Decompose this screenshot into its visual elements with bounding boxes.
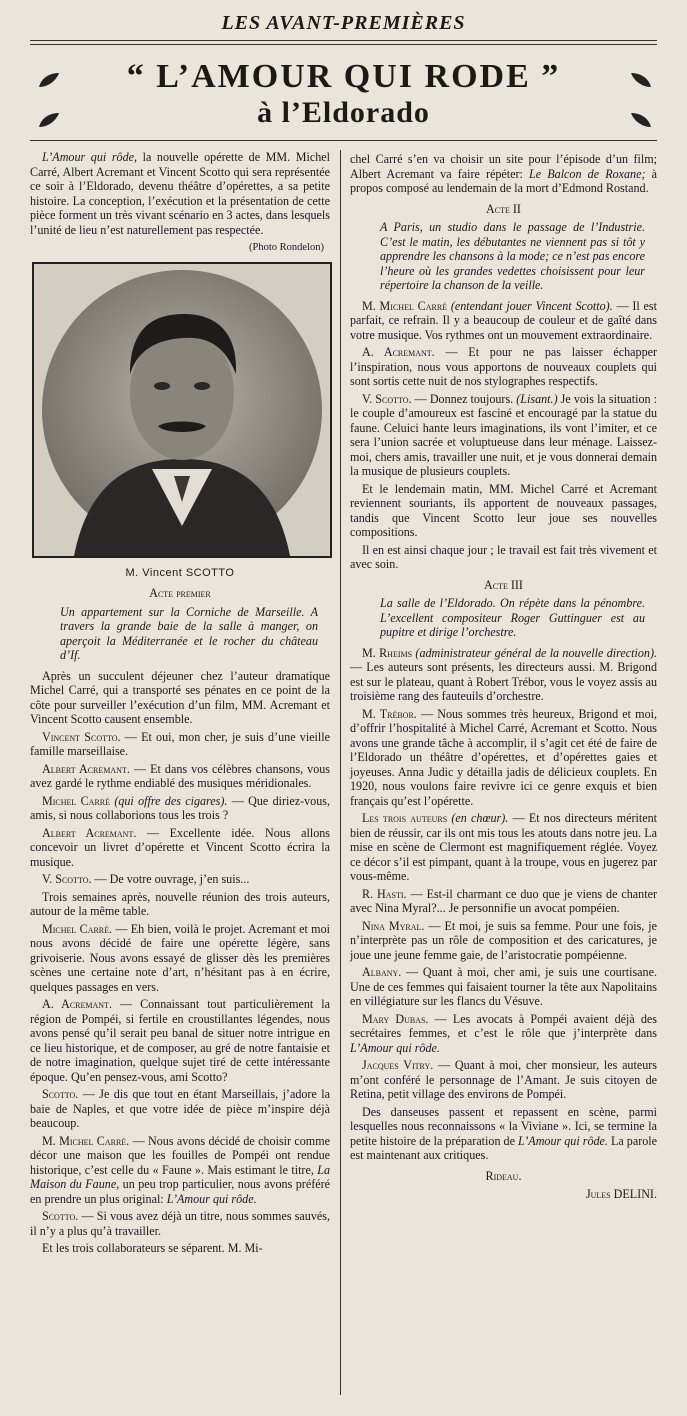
speech: — Quant à moi, cher ami, je suis une courtisane. Une de ces femmes qui faisaient tourner la tête aux Napolitains en villégiature sur les flancs du Vésuve. [350, 965, 657, 1008]
speech: — Et moi, je suis sa femme. Pour une fois, je n’interprète pas un rôle de composition et des caricatures, je joue une jeune femme gaie, de l’aristocratie pompéienne. [350, 918, 658, 962]
act3-line-8 [350, 811, 657, 884]
act3-heading: Acte III [484, 577, 523, 592]
act1-line-10 [30, 1209, 330, 1238]
speech: — Donnez toujours. [411, 391, 517, 406]
speaker-name: Vincent Scotto. [42, 729, 121, 744]
speech: — Quant à moi, cher monsieur, les auteurs m’ont conféré le personnage de l’Amant. Je suis citoyen de Retina, petit village des environs de Pompéi. [350, 1058, 657, 1101]
rule-top-2 [30, 44, 657, 45]
act1-paragraph-1: Après un succulent déjeuner chez l’auteur dramatique Michel Carré, qui a transporté ses pénates en ce point de la côte pour surveiller l’exécution d’un film, MM. Acremant et Vincent Scotto causent ensemble. [30, 668, 330, 726]
act2-heading: Acte II [486, 201, 521, 216]
speech: — Nous avons décidé de choisir comme décor une maison que les fouilles de Pompéi ont rendue historique, c’est celle du « Faune ». Mais estimant le titre, [30, 1133, 330, 1177]
act2-line-2 [350, 345, 657, 389]
speaker-name: Mary Dubas. [362, 1011, 429, 1026]
speaker-name: M. Rheims [362, 645, 413, 660]
rule-under-title [30, 140, 657, 141]
intro-title-italic: L’Amour qui rôde, [42, 150, 138, 164]
section-rubric: LES AVANT-PREMIÈRES [221, 12, 466, 34]
direction: (Lisant.) [516, 391, 558, 406]
speaker-name: M. Michel Carré [362, 298, 448, 313]
speech: — Il est parfait, ce refrain. Il y a beaucoup de couleur et de gaîté dans votre musique. Vos rythmes ont un mouvement extraordinaire. [350, 298, 657, 342]
act1-line-5 [30, 872, 330, 887]
speaker-name: V. Scotto. [42, 872, 92, 886]
speaker-name: Jacques Vitry. [362, 1058, 434, 1072]
speech: — Excellente idée. Nous allons concevoir un livret d’opérette et Vincent Scotto écrira la musique. [30, 825, 330, 869]
text: chel Carré s’en va choisir un site pour l’épisode d’un film; Albert Acremant va faire répéter: [350, 152, 657, 181]
speaker-name: A. Acremant. [362, 345, 435, 359]
act2-paragraph-4: Et le lendemain matin, MM. Michel Carré et Acremant reviennent souriants, ils apportent de nouveaux passages, tandis que Vincent Scotto leur joue ses nouvelles compositions. [350, 481, 657, 539]
speech-italic: La Maison du Faune, [30, 1162, 330, 1191]
act3-line-13 [350, 1058, 657, 1102]
act3-line-7 [350, 707, 657, 809]
closing-paragraph [350, 1105, 657, 1163]
intro-text: la nouvelle opérette de MM. Michel Carré, Albert Acremant et Vincent Scotto qui sera représentée ce soir à l’Eldorado, devenu théâtre d’opérettes, a sa petite histoire. La conception, l’exécution et la présentation de cette pièce forment un très vivant scénario en 3 actes, dans lesquels l’unité de lieu n’est naturellement pas respectée. [30, 150, 330, 237]
speaker-name: Les trois auteurs [362, 811, 448, 825]
headline: “ L’AMOUR QUI RODE ” [126, 58, 561, 95]
speaker-name: Nina Myral. [362, 918, 425, 933]
act3-line-11 [350, 965, 657, 1009]
photo-caption: M. Vincent SCOTTO [125, 566, 235, 579]
photo-credit: (Photo Rondelon) [249, 242, 324, 253]
speaker-name: Scotto. [42, 1087, 79, 1101]
speech: — Les auteurs sont présents, les directeurs aussi. M. Brigond est sur le plateau, quant à Robert Trébor, vous le voyez assis au troisième rang des fauteuils d’orchestre. [350, 660, 657, 703]
speech: un peu trop particulier, nous avons préféré en prendre un plus original: [30, 1177, 330, 1206]
act3-line-6 [350, 646, 657, 704]
speech: — Est-il charmant ce duo que je viens de chanter avec Nina Myral?... Je personnifie un avocat pompéien. [350, 886, 657, 915]
act1-line-4 [30, 826, 330, 870]
act1-line-8 [30, 1087, 330, 1131]
text: à propos composé au lendemain de la mort d’Edmond Rostand. [350, 166, 657, 195]
act3-stage-direction: La salle de l’Eldorado. On répète dans la pénombre. L’excellent compositeur Roger Guttinguer est au pupitre et dirige l’orchestre. [380, 596, 645, 639]
act2-paragraph-5: Il en est ainsi chaque jour ; le travail est fait très vivement et avec soin. [350, 542, 657, 571]
direction: (administrateur général de la nouvelle direction). [412, 645, 657, 660]
speech: — Et dans vos célèbres chansons, vous avez gardé le rythme endiablé des musiques méridionales. [30, 761, 331, 790]
rule-top [30, 40, 657, 41]
curtain-label: Rideau. [485, 1168, 522, 1183]
column-right [350, 152, 657, 1205]
direction: (qui offre des cigares). [110, 793, 228, 808]
speech: — Nous sommes très heureux, Brigond et moi, d’offrir l’hospitalité à Michel Carré, Acremant et Scotto. Nous avons une grande tâche à accomplir, il s’agit cet été de faire de l’Eldorado un théâtre d’opérettes, et d’opérettes gaies et joyeuses. Anna Judic y détailla jadis de délicieux couplets. En 1920, nous voulons faire revivre ici ce genre exquis et bien français qu’est l’opérette. [350, 706, 657, 808]
speech: — Si vous avez déjà un titre, nous sommes sauvés, il n’y a plus qu’à travailler. [30, 1209, 330, 1238]
act1-heading: Acte premier [149, 586, 211, 600]
speaker-name: M. Trébor. [362, 706, 417, 721]
portrait-photo [32, 262, 332, 558]
speech: Je vois la situation : le couple d’amoureux est fasciné et encouragé par la statue du faune. Celuici hante leurs imaginations, ils vont l’imiter, et ce sera l’union sacrée et voluptueuse dans leur ménage. Laissez-moi, chers amis, travailler une nuit, et je vous donnerai demain la musique de plusieurs couplets. [350, 391, 657, 478]
act1-line-3 [30, 794, 330, 823]
speaker-name: Albert Acremant. [42, 761, 130, 776]
speaker-name: M. Michel Carré. [42, 1133, 130, 1148]
text: Des danseuses passent et repassent en scène, parmi lesquelles nous reconnaissons « la Viviane ». Ici, se termine la petite histoire de la préparation de [350, 1104, 657, 1148]
act1-paragraph-2: Trois semaines après, nouvelle réunion des trois auteurs, autour de la même table. [30, 889, 330, 918]
speech: — Et oui, mon cher, je suis d’une vieille famille marseillaise. [30, 729, 331, 758]
subheadline: à l’Eldorado [257, 96, 430, 129]
direction: (entendant jouer Vincent Scotto). [447, 298, 613, 313]
speech-italic: L’Amour qui rôde. [166, 1191, 257, 1206]
speaker-name: Albany. [362, 965, 402, 979]
speech: — Connaissant tout particulièrement la région de Pompéi, si fertile en croustillantes légendes, nous avons pensé qu’il serait peu banal de situer notre intrigue en ce lieu historique, et de composer, au gré de notre fantaisie et de notre imagination, quelque sujet tiré de cette intéressante époque. Qu’en pensez-vous, ami Scotto? [30, 997, 330, 1084]
speaker-name: A. Acremant. [42, 997, 112, 1011]
act3-line-9 [350, 887, 657, 916]
speech: — De votre ouvrage, j’en suis... [91, 872, 250, 886]
speaker-name: Michel Carré [42, 793, 111, 808]
speech-italic: L’Amour qui rôde. [350, 1040, 440, 1055]
right-paragraph-0 [350, 152, 657, 196]
text-italic: L’Amour qui rôde. [518, 1133, 608, 1148]
speaker-name: Michel Carré. [42, 921, 113, 936]
act2-stage-direction: A Paris, un studio dans le passage de l’Industrie. C’est le matin, les débutantes ne viennent pas si tôt y apprendre les chansons à la mode; ce n’est pas encore l’heure où les grandes vedettes choisissent pour leur répertoire la chanson de la veille. [380, 220, 645, 292]
text: La parole est maintenant aux critiques. [350, 1133, 657, 1162]
direction: (en chœur). [447, 811, 509, 825]
speech: — Et pour ne pas laisser échapper l’inspiration, nous vous apportons de nouveaux couplets qui sont sortis cette nuit de nos stylographes respectifs. [350, 345, 658, 388]
portrait-image [34, 264, 330, 556]
author-signature: Jules DELINI. [585, 1187, 657, 1201]
speech: — Que diriez-vous, amis, si nous collaborions tous les trois ? [30, 793, 330, 822]
speaker-name: V. Scotto. [362, 391, 412, 406]
speech: — Eh bien, voilà le projet. Acremant et moi nous avons décidé de faire une opérette légère, sans grivoiserie. Nous avons essayé de glisser dès les premières scènes une certaine note d’art, n’hésitant pas à en écrire, quelques passages en vers. [30, 921, 330, 994]
text-italic: Le Balcon de Roxane; [529, 166, 646, 181]
speaker-name: R. Hasti. [362, 886, 407, 901]
act3-line-10 [350, 919, 657, 963]
act2-line-3 [350, 392, 657, 479]
speech: — Je dis que tout en étant Marseillais, j’adore la baie de Naples, et que votre idée de pièce m’inspire déjà beaucoup. [30, 1087, 330, 1130]
speaker-name: Albert Acremant. [42, 825, 137, 840]
act1-line-6 [30, 922, 330, 995]
act1-line-2 [30, 762, 330, 791]
act2-line-1 [350, 299, 657, 343]
speech: — Et nos directeurs méritent bien de réussir, car ils ont mis tous les atouts dans notre jeu. La mise en scène de Clermont est magnifiquement réglée. Voyez ce décor s’il est pimpant, quant à la troupe, vous en jugerez par vous-même. [350, 811, 657, 883]
act1-line-1 [30, 730, 330, 759]
column-divider [340, 150, 341, 1395]
act1-line-7 [30, 997, 330, 1084]
act3-line-12 [350, 1012, 657, 1056]
column-left [30, 150, 330, 1259]
act1-paragraph-3: Et les trois collaborateurs se séparent. M. Mi- [42, 1241, 263, 1255]
act1-line-9 [30, 1134, 330, 1207]
speaker-name: Scotto. [42, 1209, 79, 1223]
speech: — Les avocats à Pompéi avaient déjà des secrétaires femmes, et c’est le rôle que j’interprète dans [350, 1011, 657, 1040]
intro-paragraph [30, 150, 330, 237]
act1-stage-direction: Un appartement sur la Corniche de Marseille. A travers la grande baie de la salle à manger, on aperçoit la Méditerranée et le rocher du château d’If. [60, 604, 318, 662]
